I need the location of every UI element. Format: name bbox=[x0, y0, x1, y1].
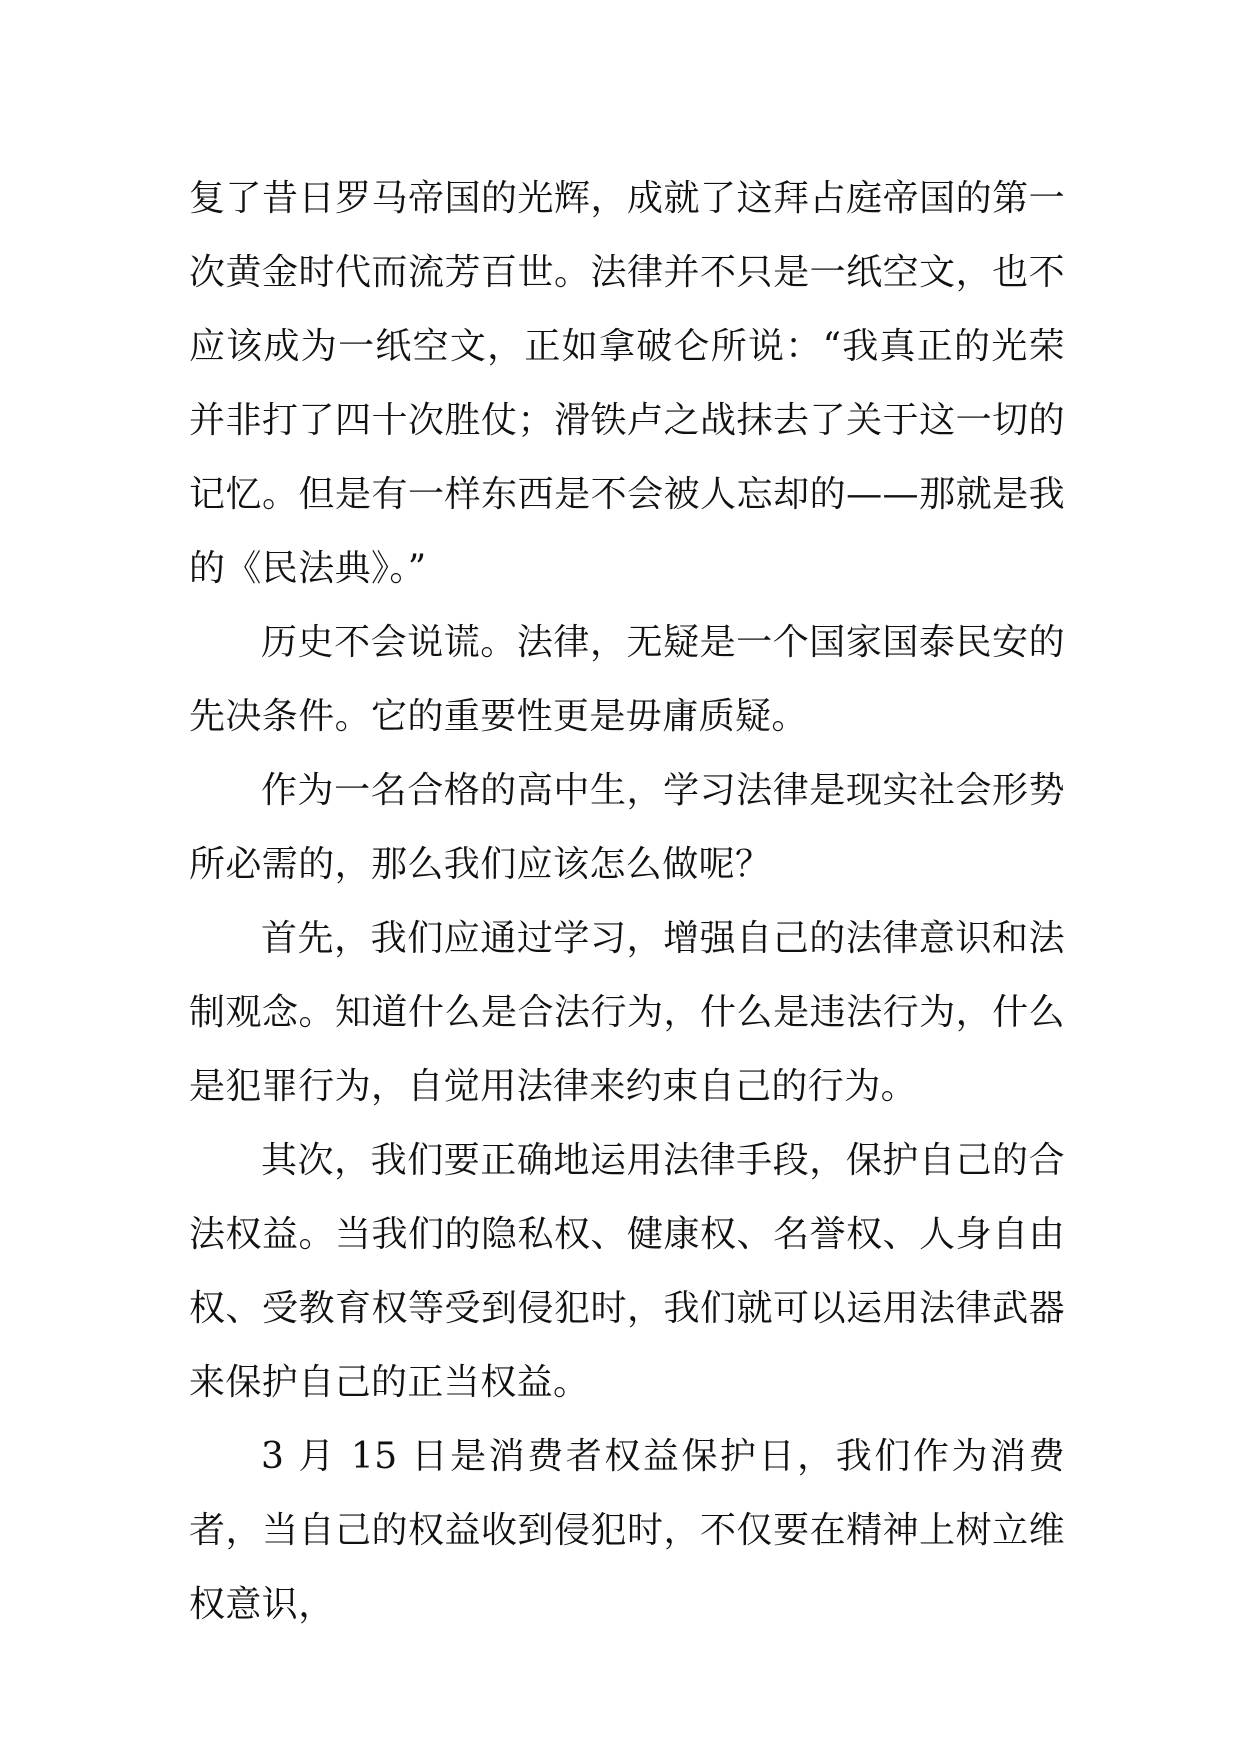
paragraph-5: 其次，我们要正确地运用法律手段，保护自己的合法权益。当我们的隐私权、健康权、名誉权、人身自由权、受教育权等受到侵犯时，我们就可以运用法律武器来保护自己的正当权益。 bbox=[189, 1140, 1065, 1403]
paragraph-1: 复了昔日罗马帝国的光辉，成就了这拜占庭帝国的第一次黄金时代而流芳百世。法律并不只是一纸空文，也不应该成为一纸空文，正如拿破仑所说：“我真正的光荣并非打了四十次胜仗；滑铁卢之战抹去了关于这一切的记忆。但是有一样东西是不会被人忘却的——那就是我的《民法典》。” bbox=[189, 178, 1065, 589]
paragraph-2: 历史不会说谎。法律，无疑是一个国家国泰民安的先决条件。它的重要性更是毋庸质疑。 bbox=[189, 622, 1065, 737]
paragraph-3: 作为一名合格的高中生，学习法律是现实社会形势所必需的，那么我们应该怎么做呢？ bbox=[189, 770, 1065, 885]
paragraph-4: 首先，我们应通过学习，增强自己的法律意识和法制观念。知道什么是合法行为，什么是违法行为，什么是犯罪行为，自觉用法律来约束自己的行为。 bbox=[189, 918, 1065, 1107]
document-body bbox=[189, 162, 1065, 1642]
paragraph-6: 3 月 15 日是消费者权益保护日，我们作为消费者，当自己的权益收到侵犯时，不仅要在精神上树立维权意识， bbox=[189, 1436, 1065, 1625]
